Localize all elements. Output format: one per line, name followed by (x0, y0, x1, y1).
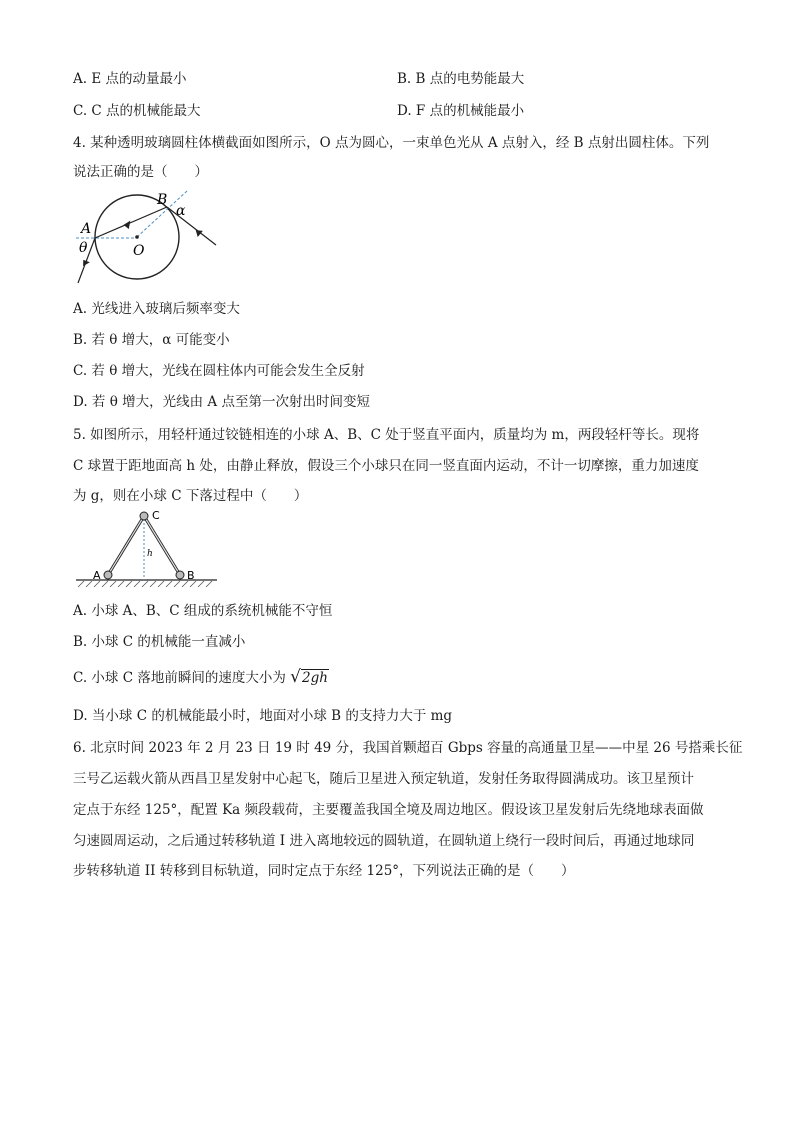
q5-option-d: D. 当小球 C 的机械能最小时，地面对小球 B 的支持力大于 mg (73, 708, 453, 724)
q3-option-d: D. F 点的机械能最小 (397, 103, 525, 119)
label-b: B (187, 569, 195, 582)
q5-option-b: B. 小球 C 的机械能一直减小 (73, 634, 246, 650)
label-a: A (81, 221, 92, 237)
label-c: C (152, 509, 160, 522)
sqrt-radicand: 2gh (301, 670, 328, 686)
q6-stem-line2: 三号乙运载火箭从西昌卫星发射中心起飞，随后卫星进入预定轨道，发射任务取得圆满成功。该卫星预计 (73, 771, 694, 787)
ball-c (140, 512, 148, 520)
ball-b (176, 571, 184, 579)
q6-stem-line4: 匀速圆周运动，之后通过转移轨道 I 进入离地较远的圆轨道，在圆轨道上绕行一段时间后，再通过地球同 (73, 833, 695, 849)
q3-option-b: B. B 点的电势能最大 (397, 71, 525, 87)
q5-option-c (73, 666, 329, 687)
label-a: A (93, 569, 101, 582)
refracted-ray (95, 207, 167, 238)
q5-option-c-text: C. 小球 C 落地前瞬间的速度大小为 (73, 670, 291, 686)
q6-stem-line3: 定点于东经 125°，配置 Ka 频段载荷，主要覆盖我国全境及周边地区。假设该卫星发射后先绕地球表面做 (73, 802, 704, 818)
q5-option-a: A. 小球 A、B、C 组成的系统机械能不守恒 (73, 603, 333, 619)
q4-stem-line2: 说法正确的是（ ） (73, 164, 208, 180)
label-h: h (147, 549, 153, 559)
label-alpha: α (176, 203, 186, 219)
q4-option-b: B. 若 θ 增大，α 可能变小 (73, 332, 230, 348)
q6-stem-line5: 步转移轨道 II 转移到目标轨道，同时定点于东经 125°，下列说法正确的是（ ） (73, 863, 575, 879)
q5-rod-figure (74, 508, 219, 590)
ball-a (104, 571, 112, 579)
q4-option-a: A. 光线进入玻璃后频率变大 (73, 301, 240, 317)
q6-stem-line1: 6. 北京时间 2023 年 2 月 23 日 19 时 49 分，我国首颗超百 Gbps 容量的高通量卫星——中星 26 号搭乘长征 (73, 740, 743, 756)
center-point (135, 235, 139, 239)
q4-circle-figure (70, 185, 220, 290)
incident-arrow (81, 260, 90, 268)
q3-option-c: C. C 点的机械能最大 (73, 103, 201, 119)
sqrt-symbol: √ (290, 667, 301, 687)
q4-option-d: D. 若 θ 增大，光线由 A 点至第一次射出时间变短 (73, 394, 370, 410)
q5-stem-line1: 5. 如图所示，用轻杆通过铰链相连的小球 A、B、C 处于竖直平面内，质量均为 m，两段轻杆等长。现将 (73, 427, 700, 443)
exit-ray (167, 207, 216, 245)
label-theta: θ (79, 240, 88, 256)
label-b: B (157, 192, 168, 208)
q5-stem-line2: C 球置于距地面高 h 处，由静止释放，假设三个小球只在同一竖直面内运动，不计一切摩擦，重力加速度 (73, 458, 699, 474)
q3-option-a: A. E 点的动量最小 (73, 71, 187, 87)
q4-option-c: C. 若 θ 增大，光线在圆柱体内可能会发生全反射 (73, 363, 365, 379)
q5-stem-line3: 为 g，则在小球 C 下落过程中（ ） (73, 488, 308, 504)
label-o: O (133, 243, 145, 259)
q4-stem-line1: 4. 某种透明玻璃圆柱体横截面如图所示，O 点为圆心，一束单色光从 A 点射入，经 B 点射出圆柱体。下列 (73, 135, 710, 151)
